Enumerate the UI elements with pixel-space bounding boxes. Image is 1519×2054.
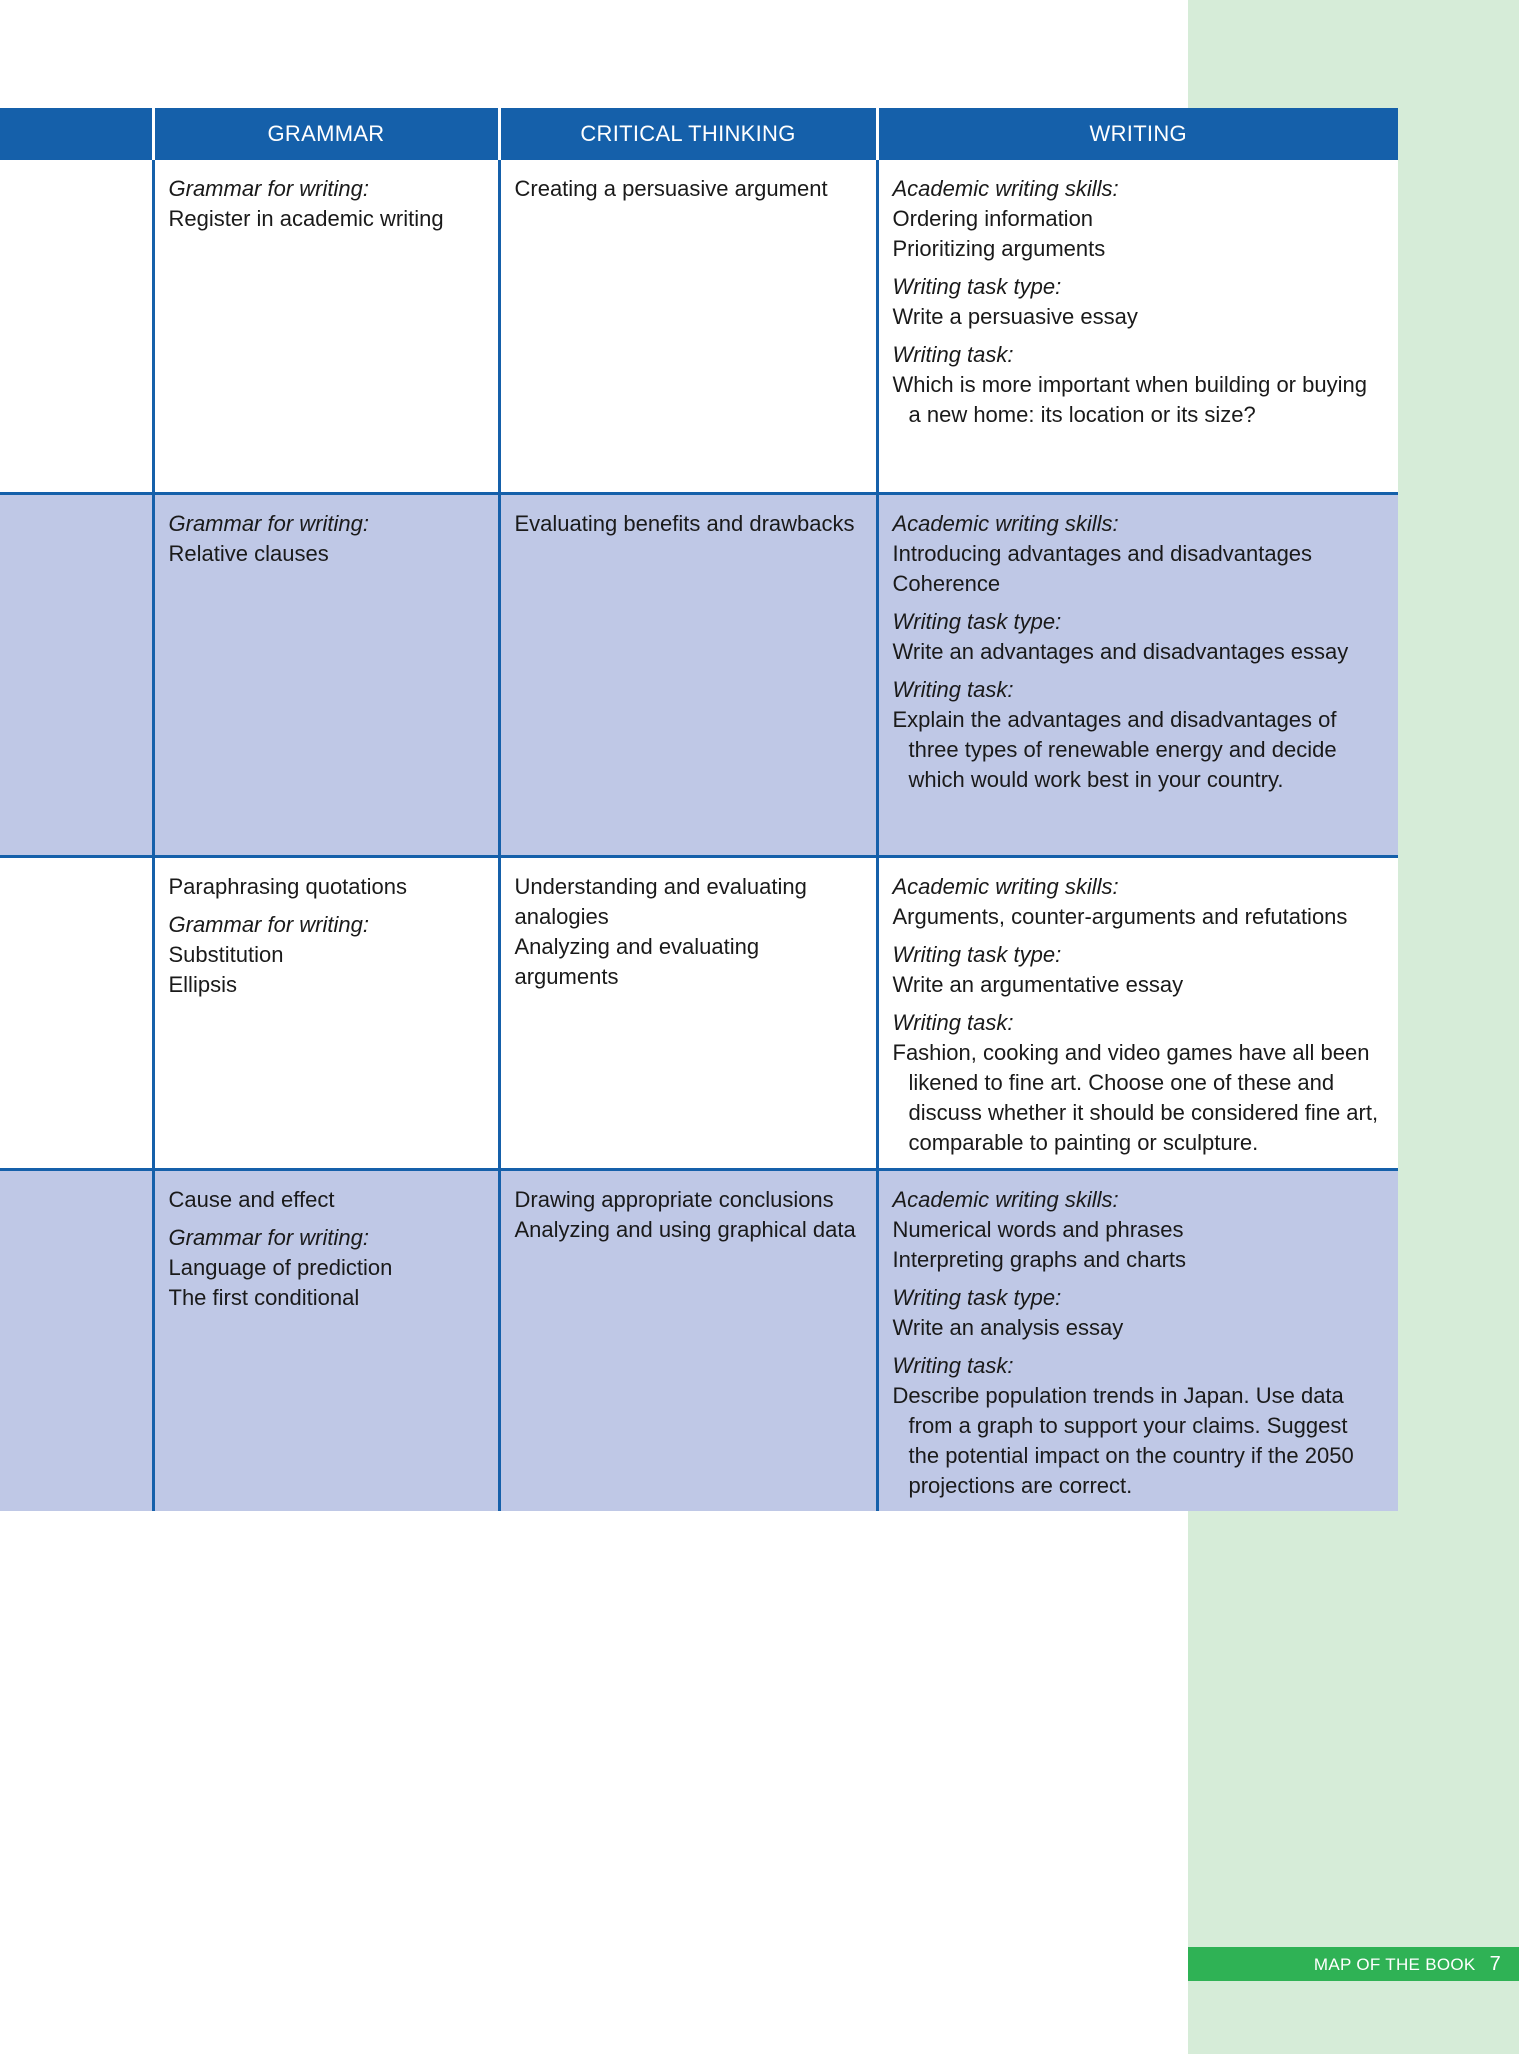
skills-label: Academic writing skills: <box>892 1186 1119 1212</box>
task-type: Write an analysis essay <box>892 1314 1124 1340</box>
critical-cell <box>499 1169 877 1511</box>
skill-item: Arguments, counter-arguments and refutations <box>892 903 1348 929</box>
skills-label: Academic writing skills: <box>892 176 1119 201</box>
grammar-pre-item: Paraphrasing quotations <box>168 873 407 899</box>
table-row <box>0 856 1398 1169</box>
critical-item: Analyzing and using graphical data <box>514 1216 856 1242</box>
header-writing: WRITING <box>877 108 1398 160</box>
grammar-cell <box>153 1169 499 1511</box>
skill-item: Numerical words and phrases <box>892 1216 1184 1242</box>
task-text: Which is more important when building or buying a new home: its location or its size? <box>892 372 1367 427</box>
footer-label: MAP OF THE BOOK <box>1313 1955 1476 1974</box>
grammar-cell <box>153 493 499 856</box>
skill-item: Introducing advantages and disadvantages <box>892 540 1313 566</box>
unit-cell <box>0 856 153 1169</box>
task-label: Writing task: <box>892 1009 1014 1035</box>
task-type: Write an advantages and disadvantages essay <box>892 638 1349 664</box>
task-type: Write an argumentative essay <box>892 971 1184 997</box>
skill-item: Interpreting graphs and charts <box>892 1246 1187 1272</box>
grammar-item: Ellipsis <box>168 971 237 997</box>
critical-item: Creating a persuasive argument <box>514 176 828 201</box>
grammar-label: Grammar for writing: <box>168 176 369 201</box>
table-row <box>0 160 1398 493</box>
page-footer <box>1188 1947 1519 1981</box>
writing-cell <box>877 493 1398 856</box>
task-label: Writing task: <box>892 342 1014 367</box>
grammar-item: Substitution <box>168 941 284 967</box>
skill-item: Coherence <box>892 570 1001 596</box>
writing-cell <box>877 856 1398 1169</box>
skills-label: Academic writing skills: <box>892 510 1119 536</box>
task-label: Writing task: <box>892 676 1014 702</box>
grammar-label: Grammar for writing: <box>168 510 369 536</box>
unit-cell <box>0 493 153 856</box>
grammar-label: Grammar for writing: <box>168 911 369 937</box>
header-unit <box>0 108 153 160</box>
header-grammar: GRAMMAR <box>153 108 499 160</box>
grammar-item: Register in academic writing <box>168 206 444 231</box>
task-type-label: Writing task type: <box>892 274 1062 299</box>
critical-item: Understanding and evaluating analogies <box>514 873 807 929</box>
task-label: Writing task: <box>892 1352 1014 1378</box>
critical-cell <box>499 856 877 1169</box>
task-type-label: Writing task type: <box>892 941 1062 967</box>
critical-cell <box>499 160 877 493</box>
writing-cell <box>877 1169 1398 1511</box>
table-row <box>0 493 1398 856</box>
skills-label: Academic writing skills: <box>892 873 1119 899</box>
grammar-cell <box>153 856 499 1169</box>
writing-cell <box>877 160 1398 493</box>
page-number: 7 <box>1489 1953 1501 1975</box>
table-header-row <box>0 108 1398 160</box>
header-critical-thinking: CRITICAL THINKING <box>499 108 877 160</box>
skill-item: Ordering information <box>892 206 1094 231</box>
task-text: Fashion, cooking and video games have all been likened to fine art. Choose one of these and discuss whether it should be considered fine art, comparable to painting or sculpture. <box>892 1039 1379 1155</box>
task-type: Write a persuasive essay <box>892 304 1138 329</box>
grammar-item: Language of prediction <box>168 1254 393 1280</box>
critical-cell <box>499 493 877 856</box>
task-type-label: Writing task type: <box>892 608 1062 634</box>
grammar-label: Grammar for writing: <box>168 1224 369 1250</box>
table-row <box>0 1169 1398 1511</box>
grammar-item: Relative clauses <box>168 540 329 566</box>
task-text: Explain the advantages and disadvantages of three types of renewable energy and decide which would work best in your country. <box>892 706 1337 792</box>
grammar-cell <box>153 160 499 493</box>
critical-item: Drawing appropriate conclusions <box>514 1186 834 1212</box>
unit-cell <box>0 160 153 493</box>
critical-item: Analyzing and evaluating arguments <box>514 933 760 989</box>
unit-cell <box>0 1169 153 1511</box>
critical-item: Evaluating benefits and drawbacks <box>514 510 855 536</box>
skill-item: Prioritizing arguments <box>892 236 1106 261</box>
task-text: Describe population trends in Japan. Use data from a graph to support your claims. Suggest the potential impact on the country if the 2050 projections are correct. <box>892 1382 1354 1498</box>
grammar-item: The first conditional <box>168 1284 360 1310</box>
task-type-label: Writing task type: <box>892 1284 1062 1310</box>
map-of-book-table <box>0 108 1398 1511</box>
grammar-pre-item: Cause and effect <box>168 1186 335 1212</box>
